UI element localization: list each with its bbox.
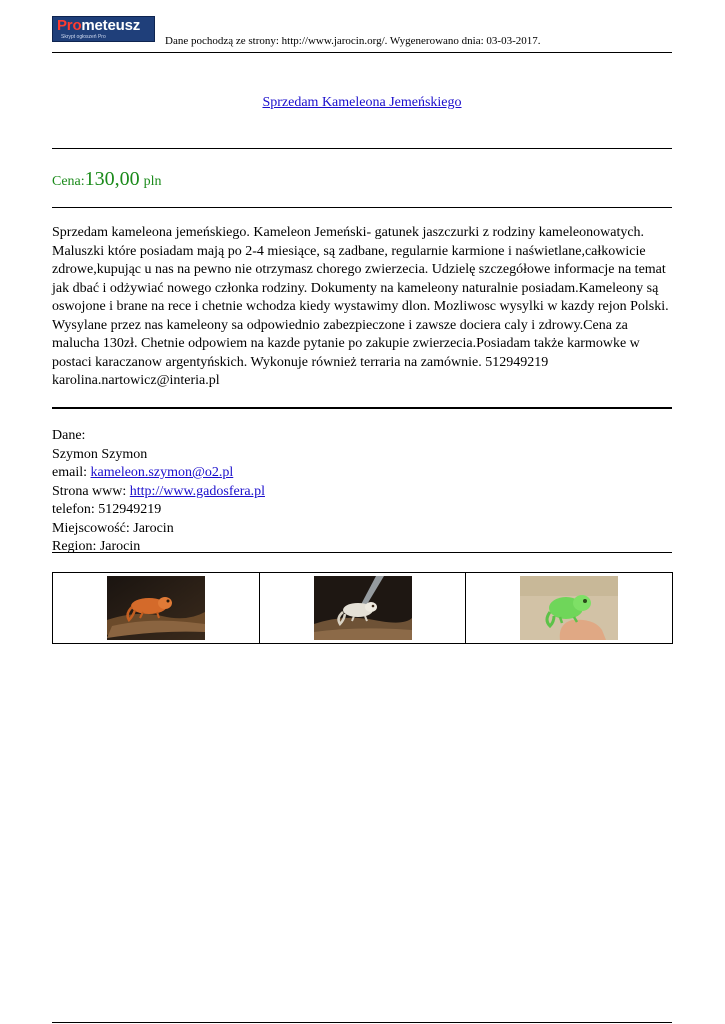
listing-title-wrapper xyxy=(52,95,672,111)
green-chameleon-photo[interactable] xyxy=(520,576,618,640)
pale-chameleon-photo[interactable] xyxy=(314,576,412,640)
logo-subtitle: Skrypt ogłoszeń Pro xyxy=(61,34,106,40)
contact-region-row: Region: Jarocin xyxy=(52,539,141,554)
contact-details xyxy=(52,427,672,557)
email-link[interactable]: kameleon.szymon@o2.pl xyxy=(90,465,234,480)
contact-divider xyxy=(52,552,672,553)
price-value: 130,00 xyxy=(84,168,140,190)
website-link[interactable]: http://www.gadosfera.pl xyxy=(129,483,265,499)
logo-wordmark: Prometeusz xyxy=(57,17,141,34)
contact-name: Szymon Szymon xyxy=(52,446,148,462)
contact-heading: Dane: xyxy=(52,428,86,443)
gallery-cell-2 xyxy=(260,573,467,643)
listing-description: Sprzedam kameleona jemeńskiego. Kameleon Jemeński- gatunek jaszczurki z rodziny kameleonowatych. Maluszki które posiadam mają po 2-4 miesiące, są zadbane, regularnie karmione i naświetlane,całkowicie zdrowe,kupując u nas na pewno nie otrzymasz chorego zwierzecia. Udzielę szczegółowe informacje na temat jak dbać i odżywiać nowego członka rodziny. Dokumenty na kameleony naturalnie posiadam.Kameleony są oswojone i brane na rece i chetnie wchodza kiedy wystawimy dlon. Mozliwosc wysylki w kazdy rejon Polski. Wysylane przez nas kameleony sa odpowiednio zabezpieczone i zawsze dociera caly i zdrowy.Cena za malucha 130zł. Chetnie odpowiem na kazde pytanie po zakupie zwierzecia.Posiadam także karmowke w postaci karaczanow argentyńskich. Wykonuje również terraria na zamównie. 512949219 karolina.nartowicz@interia.pl xyxy=(52,225,669,388)
contact-city-row: Miejscowość: Jarocin xyxy=(52,520,174,536)
description-divider xyxy=(52,407,672,409)
footer-divider xyxy=(52,1022,672,1023)
title-divider xyxy=(52,148,672,149)
price-label: Cena: xyxy=(52,174,85,189)
price xyxy=(52,168,162,191)
contact-phone: 512949219 xyxy=(98,502,162,517)
price-divider xyxy=(52,207,672,208)
photo-gallery xyxy=(52,572,673,644)
gallery-cell-1 xyxy=(53,573,260,643)
contact-email-row: email: kameleon.szymon@o2.pl xyxy=(52,465,234,480)
source-info: Dane pochodzą ze strony: http://www.jarocin.org/. Wygenerowano dnia: 03-03-2017. xyxy=(165,35,541,47)
contact-www-row: Strona www: http://www.gadosfera.pl xyxy=(52,483,265,499)
price-currency: pln xyxy=(143,174,162,189)
contact-city: Jarocin xyxy=(133,520,174,536)
contact-phone-row: telefon: 512949219 xyxy=(52,502,162,517)
orange-chameleon-photo[interactable] xyxy=(107,576,205,640)
listing-title-link[interactable]: Sprzedam Kameleona Jemeńskiego xyxy=(262,95,462,110)
contact-region: Jarocin xyxy=(99,539,141,554)
header-divider xyxy=(52,52,672,53)
gallery-cell-3 xyxy=(466,573,672,643)
prometeusz-logo xyxy=(52,16,155,42)
